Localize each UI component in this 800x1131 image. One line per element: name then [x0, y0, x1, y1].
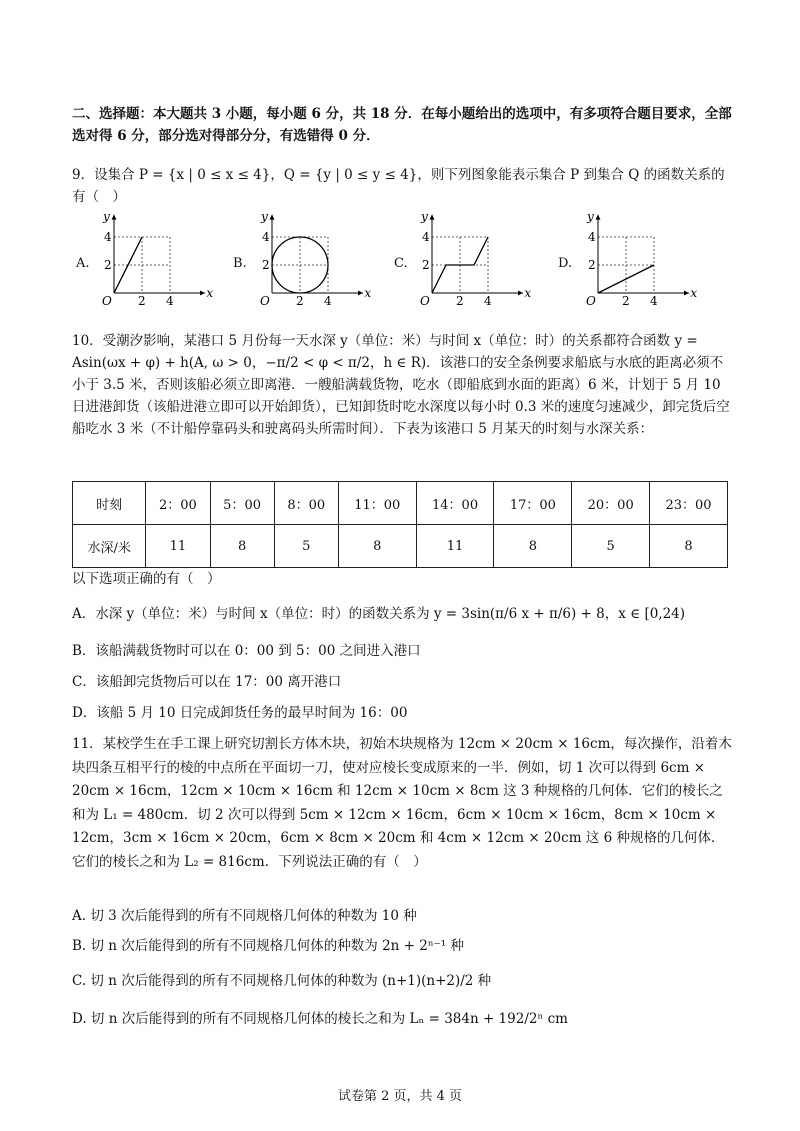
table-cell: 8: [338, 525, 416, 568]
section-heading: 二、选择题：本大题共 3 小题，每小题 6 分，共 18 分．在每小题给出的选项中，有多项符合题目要求，全部选对得 6 分，部分选对得部分分，有选错得 0 分．: [72, 106, 732, 144]
x-tick-label: 4: [484, 294, 492, 305]
x-tick-label: 2: [622, 294, 630, 305]
origin-label: O: [260, 294, 270, 305]
y-axis-label: y: [587, 209, 594, 224]
question-9-stem: 9．设集合 P = {x | 0 ≤ x ≤ 4}，Q = {y | 0 ≤ y ≤ 4}，则下列图象能表示集合 P 到集合 Q 的函数关系的有（ ）: [72, 167, 725, 205]
x-tick-label: 2: [296, 294, 304, 305]
table-cell: 17：00: [494, 482, 572, 525]
x-axis-label: x: [524, 286, 532, 300]
question-10-option-c: C．该船卸完货物后可以在 17：00 离开港口: [72, 674, 342, 690]
table-cell: 2：00: [146, 482, 210, 525]
table-cell: 8: [494, 525, 572, 568]
x-tick-label: 4: [324, 294, 332, 305]
tide-table: [72, 481, 728, 568]
table-cell: 11: [146, 525, 210, 568]
x-axis-label: x: [206, 286, 214, 300]
y-axis-label: y: [261, 209, 268, 224]
table-row-head: 水深/米: [73, 525, 146, 568]
question-10-stem: 10．受潮汐影响，某港口 5 月份每一天水深 y（单位：米）与时间 x（单位：时）的关系都符合函数 y = Asin(ωx + φ) + h(A, ω > 0，−π/2 < φ < π/2，h ∈ R)．该港口的安全条例要求船底与水底的距离必须不小于 3.5 米，否则该船必须立即离港．一艘船满载货物，吃水（即船底到水面的距离）6 米，计划于 5 月 10 日进港卸货（该船进港立即可以开始卸货），已知卸货时吃水深度以每小时 0.3 米的速度匀速减少，卸完货后空船吃水 3 米（不计船停靠码头和驶离码头所需时间）．下表为该港口 5 月某天的时刻与水深关系：: [72, 333, 730, 437]
y-tick-label: 2: [262, 258, 270, 272]
x-tick-label: 2: [138, 294, 146, 305]
question-11-option-c: C. 切 n 次后能得到的所有不同规格几何体的种数为 (n+1)(n+2)/2 种: [72, 973, 492, 989]
table-cell: 11: [416, 525, 494, 568]
table-row: [73, 482, 728, 525]
origin-label: O: [420, 294, 430, 305]
y-tick-label: 4: [422, 230, 430, 244]
x-axis-label: x: [364, 286, 372, 300]
x-arrow-icon: [358, 291, 363, 296]
y-tick-label: 4: [262, 230, 270, 244]
table-row: [73, 525, 728, 568]
graph-b: [250, 205, 380, 305]
table-cell: 23：00: [650, 482, 728, 525]
table-row-head: 时刻: [73, 482, 146, 525]
table-cell: 14：00: [416, 482, 494, 525]
x-tick-label: 4: [650, 294, 658, 305]
y-arrow-icon: [596, 215, 601, 220]
graph-d: [576, 205, 706, 305]
table-cell: 5：00: [210, 482, 274, 525]
x-axis-label: x: [690, 286, 698, 300]
option-c-label: C.: [394, 256, 408, 271]
x-arrow-icon: [200, 291, 205, 296]
guide-line: [598, 237, 654, 293]
table-cell: 8: [210, 525, 274, 568]
x-arrow-icon: [684, 291, 689, 296]
question-11-option-a: A. 切 3 次后能得到的所有不同规格几何体的种数为 10 种: [72, 908, 417, 924]
x-tick-label: 2: [456, 294, 464, 305]
table-cell: 8：00: [274, 482, 338, 525]
y-tick-label: 4: [588, 230, 596, 244]
graph-c: [410, 205, 540, 305]
guide-line: [114, 237, 170, 293]
x-arrow-icon: [518, 291, 523, 296]
y-axis-label: y: [421, 209, 428, 224]
question-11-option-d: D. 切 n 次后能得到的所有不同规格几何体的棱长之和为 Lₙ = 384n + 192/2ⁿ cm: [72, 1011, 568, 1027]
question-10-option-a: A．水深 y（单位：米）与时间 x（单位：时）的函数关系为 y = 3sin(π/6 x + π/6) + 8，x ∈ [0,24): [72, 606, 686, 622]
table-cell: 5: [274, 525, 338, 568]
question-10-ask: 以下选项正确的有（ ）: [72, 571, 221, 587]
option-b-label: B.: [233, 256, 247, 271]
y-axis-label: y: [103, 209, 110, 224]
table-cell: 20：00: [572, 482, 650, 525]
table-cell: 5: [572, 525, 650, 568]
origin-label: O: [586, 294, 596, 305]
option-a-label: A.: [76, 256, 90, 271]
x-tick-label: 4: [166, 294, 174, 305]
y-arrow-icon: [112, 215, 117, 220]
question-10-option-d: D．该船 5 月 10 日完成卸货任务的最早时间为 16：00: [72, 705, 408, 721]
y-arrow-icon: [270, 215, 275, 220]
table-cell: 8: [650, 525, 728, 568]
y-tick-label: 4: [104, 230, 112, 244]
origin-label: O: [102, 294, 112, 305]
y-tick-label: 2: [104, 258, 112, 272]
y-arrow-icon: [430, 215, 435, 220]
y-tick-label: 2: [422, 258, 430, 272]
y-tick-label: 2: [588, 258, 596, 272]
question-11-option-b: B. 切 n 次后能得到的所有不同规格几何体的种数为 2n + 2ⁿ⁻¹ 种: [72, 938, 465, 954]
page-footer: 试卷第 2 页，共 4 页: [337, 1089, 463, 1104]
question-10-option-b: B．该船满载货物时可以在 0：00 到 5：00 之间进入港口: [72, 643, 421, 659]
table-cell: 11：00: [338, 482, 416, 525]
graph-a: [92, 205, 222, 305]
option-d-label: D.: [558, 256, 573, 271]
question-11-stem: 11．某校学生在手工课上研究切割长方体木块，初始木块规格为 12cm × 20cm × 16cm，每次操作，沿着木块四条互相平行的棱的中点所在平面切一刀，使对应棱长变成原来的一半．例如，切 1 次可以得到 6cm × 20cm × 16cm，12cm × 10cm × 16cm 和 12cm × 10cm × 8cm 这 3 种规格的几何体．它们的棱长之和为 L₁ = 480cm．切 2 次可以得到 5cm × 12cm × 16cm，6cm × 10cm × 16cm，8cm × 10cm × 12cm，3cm × 16cm × 20cm，6cm × 8cm × 20cm 和 4cm × 12cm × 20cm 这 6 种规格的几何体．它们的棱长之和为 L₂ = 816cm．下列说法正确的有（ ）: [72, 736, 732, 870]
